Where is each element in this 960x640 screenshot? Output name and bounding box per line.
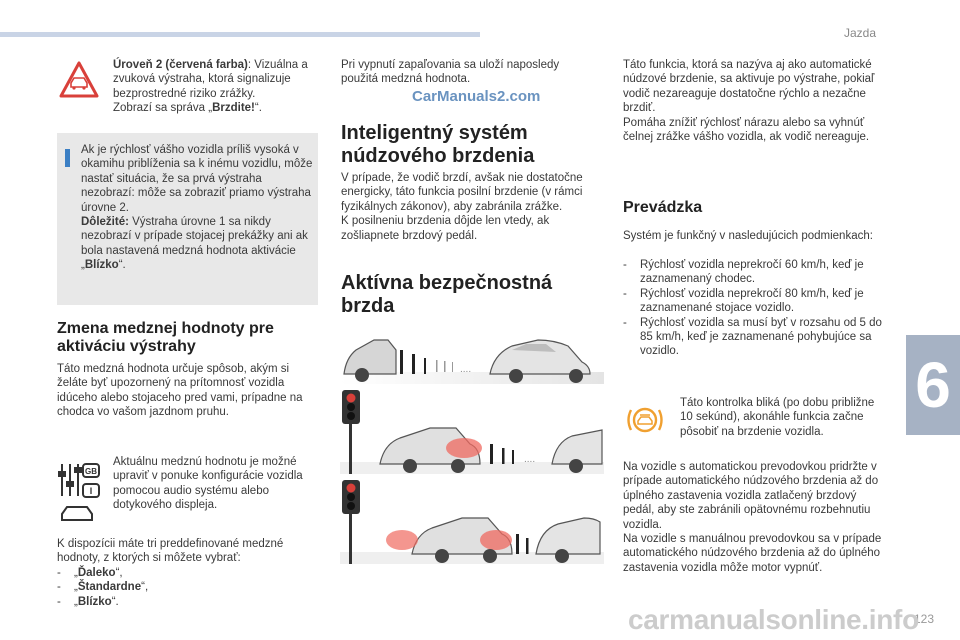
note-text: Ak je rýchlosť vášho vozidla príliš vysoká v okamihu priblíženia sa k inému vozidlu, môže nastať situácia, že sa prvá výstraha nezobrazí: môže sa zobraziť priamo výstraha úrovne 2. Dôležité: Výstraha úrovne 1 sa nikdy nezobrazí v prípade stojacej prekážky ani ak bola nastavená medzná hodnota aktivácie „Blízko“. [81, 144, 313, 272]
section-title: Jazda [844, 26, 877, 40]
operation-intro: Systém je funkčný v nasledujúcich podmienkach: [623, 230, 873, 242]
threshold-choices: K dispozícii máte tri preddefinované medzné hodnoty, z ktorých si môžete vybrať: [57, 538, 284, 565]
info-icon [65, 149, 70, 167]
header-rule [0, 32, 480, 37]
conditions-list [623, 258, 885, 359]
illustration-warning [340, 388, 604, 478]
illustration-emergency-brake [340, 478, 604, 568]
threshold-config: Aktuálnu medznú hodnotu je možné upraviť v ponuke konfigurácie vozidla pomocou audio systému alebo dotykového displeja. [113, 456, 303, 512]
threshold-choice-list [57, 566, 315, 609]
svg-text:....: .... [460, 364, 472, 375]
svg-text:....: .... [524, 454, 536, 465]
memory-text: Pri vypnutí zapaľovania sa uloží naposledy použitá medzná hodnota. [341, 59, 560, 86]
active-brake-warning-lamp-icon [626, 402, 664, 438]
emergency-brake-heading: Inteligentný systém núdzového brzdenia [341, 122, 535, 167]
list-item: - Rýchlosť vozidla sa musí byť v rozsahu od 5 do 85 km/h, keď je zaznamenané pohybujúce sa vozidlo. [623, 316, 885, 359]
function-text: Táto funkcia, ktorá sa nazýva aj ako automatické núdzové brzdenie, sa aktivuje po výstrahe, pokiaľ vodič nezareaguje dostatočne rýchlo a nezačne brzdiť. Pomáha znížiť rýchlosť nárazu alebo sa vyhnúť čelnej zrážke vášho vozidla, ak vodič nereaguje. [623, 59, 875, 144]
watermark-bottom: carmanualsonline.info [628, 604, 919, 635]
watermark-top: CarManuals2.com [412, 88, 541, 105]
illustration-approach [340, 328, 604, 386]
active-brake-heading: Aktívna bezpečnostná brzda [341, 272, 553, 317]
operation-heading: Prevádzka [623, 199, 703, 216]
vehicle-settings-icon [56, 458, 104, 530]
svg-text:I: I [89, 486, 93, 496]
lamp-text: Táto kontrolka bliká (po dobu približne 10 sekúnd), akonáhle funkcia začne pôsobiť na brzdenie vozidla. [680, 397, 875, 438]
list-item: - „Blízko“. [57, 595, 315, 609]
svg-text:GB: GB [85, 467, 97, 476]
list-item: - Rýchlosť vozidla neprekročí 80 km/h, keď je zaznamenané stojace vozidlo. [623, 287, 885, 316]
list-item: - Rýchlosť vozidla neprekročí 60 km/h, keď je zaznamenaný chodec. [623, 258, 885, 287]
threshold-intro: Táto medzná hodnota určuje spôsob, akým si želáte byť upozornený na prítomnosť vozidla idúceho alebo stojaceho pred vami, prípadne na chodca vo vašom jazdnom pruhu. [57, 363, 303, 419]
auto-gearbox-text: Na vozidle s automatickou prevodovkou pridržte v prípade automatického núdzového brzdenia až do úplného zastavenia vozidla zatlačený brzdový pedál, aby ste zabránili opätovnému rozbehnutiu vozidla. Na vozidle s manuálnou prevodovkou sa v prípade automatického núdzového brzdenia až do úplného zastavenia vozidla môže motor vypnúť. [623, 461, 882, 574]
threshold-heading: Zmena medznej hodnoty pre aktiváciu výstrahy [57, 320, 274, 355]
page-number: 123 [914, 612, 935, 626]
chapter-tab: 6 [906, 335, 960, 435]
emergency-brake-intro: V prípade, že vodič brzdí, avšak nie dostatočne energicky, táto funkcia posilní brzdenie (v rámci fyzikálnych zákonov), aby zabránila zrážke. K posilneniu brzdenia dôjde len vtedy, ak zošliapnete brzdový pedál. [341, 172, 583, 242]
list-item: - „Ďaleko“, [57, 566, 315, 580]
info-note [57, 133, 318, 305]
list-item: - „Štandardne“, [57, 580, 315, 594]
level2-text: Úroveň 2 (červená farba): Vizuálna a zvuková výstraha, ktorá signalizuje bezprostredné riziko zrážky. Zobrazí sa správa „Brzdite!“. [113, 59, 308, 115]
collision-alert-red-icon [58, 60, 100, 100]
